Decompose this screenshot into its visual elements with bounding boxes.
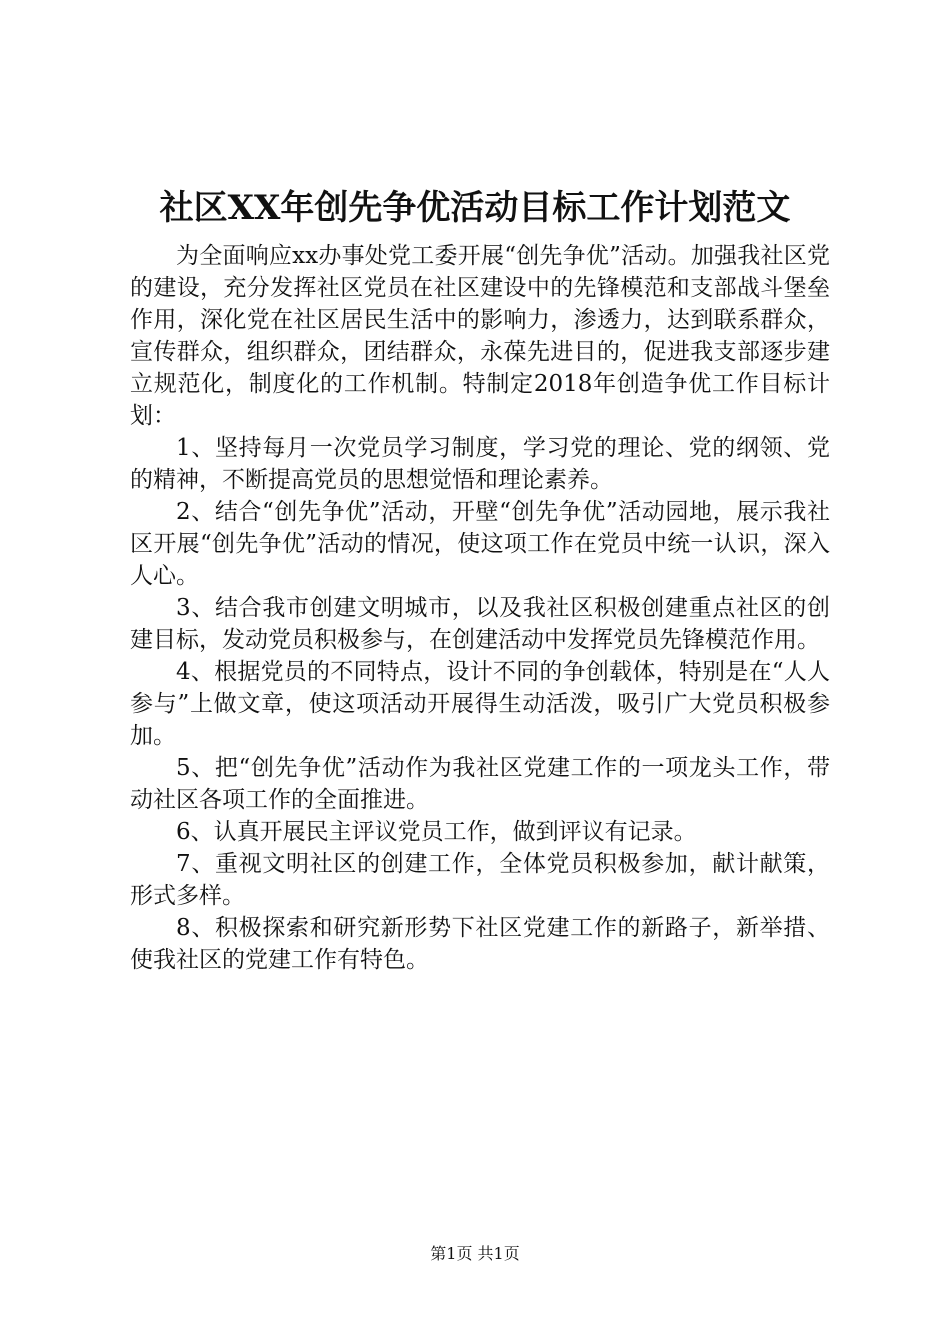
document-title: 社区XX年创先争优活动目标工作计划范文 <box>159 188 791 228</box>
paragraph-item-6: 6、认真开展民主评议党员工作，做到评议有记录。 <box>176 819 697 845</box>
paragraph-item-2: 2、结合“创先争优”活动，开壁“创先争优”活动园地，展示我社区开展“创先争优”活动的情况，使这项工作在党员中统一认识，深入人心。 <box>130 499 830 589</box>
paragraph-item-1: 1、坚持每月一次党员学习制度，学习党的理论、党的纲领、党的精神，不断提高党员的思想觉悟和理论素养。 <box>130 435 830 493</box>
paragraph-item-8: 8、积极探索和研究新形势下社区党建工作的新路子，新举措、使我社区的党建工作有特色。 <box>130 915 830 973</box>
document-body <box>130 240 830 976</box>
paragraph-item-7: 7、重视文明社区的创建工作，全体党员积极参加，献计献策，形式多样。 <box>130 851 830 909</box>
paragraph-item-3: 3、结合我市创建文明城市，以及我社区积极创建重点社区的创建目标，发动党员积极参与，在创建活动中发挥党员先锋模范作用。 <box>130 595 830 653</box>
paragraph-intro: 为全面响应xx办事处党工委开展“创先争优”活动。加强我社区党的建设，充分发挥社区党员在社区建设中的先锋模范和支部战斗堡垒作用，深化党在社区居民生活中的影响力，渗透力，达到联系群众，宣传群众，组织群众，团结群众，永葆先进目的，促进我支部逐步建立规范化，制度化的工作机制。特制定2018年创造争优工作目标计划： <box>130 243 830 429</box>
paragraph-item-5: 5、把“创先争优”活动作为我社区党建工作的一项龙头工作，带动社区各项工作的全面推进。 <box>130 755 830 813</box>
paragraph-item-4: 4、根据党员的不同特点，设计不同的争创载体，特别是在“人人参与”上做文章，使这项活动开展得生动活泼，吸引广大党员积极参加。 <box>130 659 830 749</box>
page-number-footer: 第1页 共1页 <box>430 1244 520 1263</box>
